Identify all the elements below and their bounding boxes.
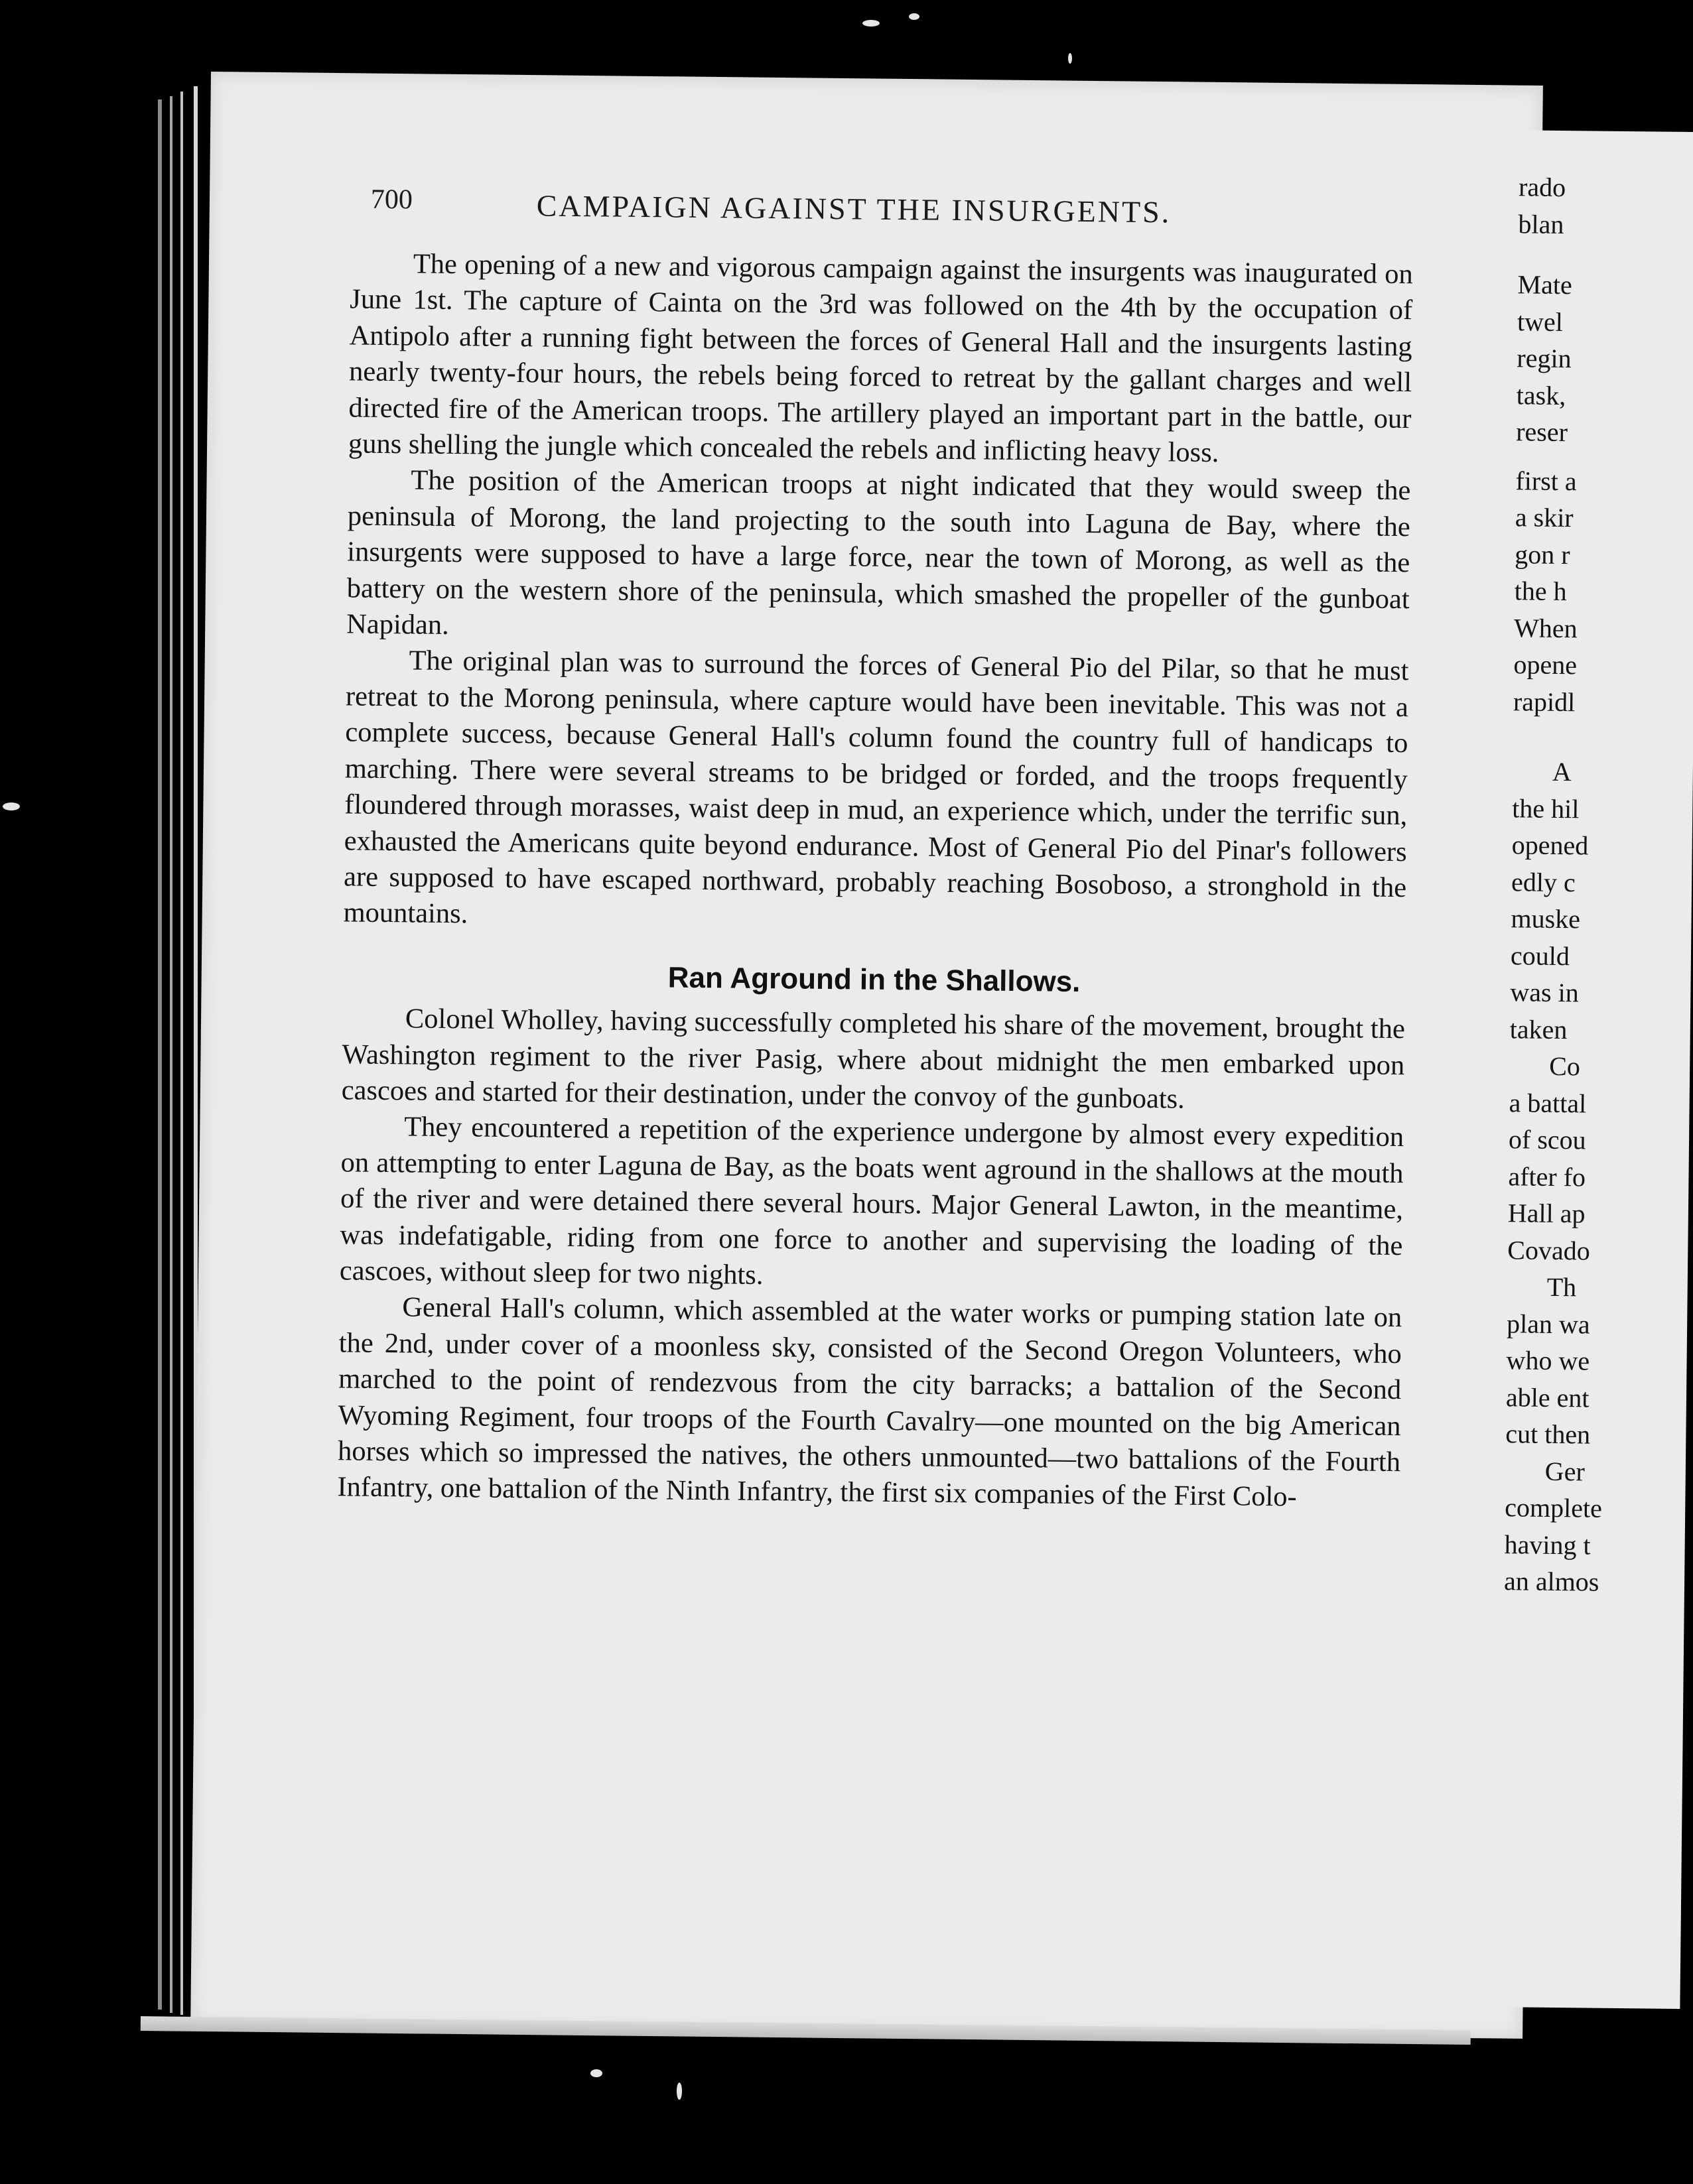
right-page-line: Ger	[1544, 1456, 1586, 1486]
page-content	[176, 0, 1526, 2184]
right-page-line: Th	[1546, 1271, 1577, 1303]
paragraph: The opening of a new and vigorous campaign against the insurgents was inaugurated on June 1st. The capture of Cainta on the 3rd was followed on the 4th by the occupation of Antipolo after a running fight between the forces of General Hall and the insurgents lasting nearly twenty-four hours, the rebels being forced to retreat by the gallant charges and well directed fire of the American troops. The artillery played an important part in the battle, our guns shelling the jungle which concealed the rebels and inflicting heavy loss.	[348, 248, 1414, 469]
right-page-line: an almos	[1503, 1566, 1599, 1597]
right-page-line: twel	[1517, 306, 1564, 337]
right-page-line: cut then	[1505, 1419, 1591, 1450]
right-page-line: who we	[1506, 1345, 1590, 1376]
right-page-line: after fo	[1508, 1161, 1586, 1192]
right-page-line: rapidl	[1513, 686, 1576, 717]
paragraph: They encountered a repetition of the experience undergone by almost every expedition on attempting to enter Laguna de Bay, as the boats went aground in the shallows at the mouth of the river and were detained there several hours. Major General Lawton, in the meantime, was indefatigable, riding from one force to another and supervising the loading of the cascoes, without sleep for two nights.	[339, 1111, 1404, 1291]
right-page-line: reser	[1516, 417, 1568, 448]
right-page-line: first a	[1515, 465, 1577, 496]
right-page-line: Mate	[1517, 269, 1572, 300]
paragraph: The position of the American troops at night indicated that they would sweep the peninsula of Morong, the land projecting to the south into Laguna de Bay, where the insurgents were supposed to have a large force, near the town of Morong, as well as the battery on the western shore of the peninsula, which smashed the propeller of the gunboat Napidan.	[346, 464, 1411, 641]
right-page-line: opened	[1511, 830, 1589, 861]
paragraph: The original plan was to surround the forces of General Pio del Pilar, so that he must retreat to the Morong peninsula, where capture would have been inevitable. This was not a complete success, because General Hall's column found the country full of handicaps to marching. There were several streams to be bridged or forded, and the troops frequently floundered through morasses, waist deep in mud, an experience which, under the terrific sun, exhausted the Americans quite beyond endurance. Most of General Pio del Pinar's followers are supposed to have escaped northward, probably reaching Bosoboso, a stronghold in the mountains.	[343, 645, 1409, 930]
right-page-line: A	[1552, 756, 1572, 787]
body-text	[337, 245, 1413, 1516]
right-page-line: plan wa	[1506, 1308, 1590, 1340]
right-page-line: the h	[1514, 576, 1567, 607]
right-page-line: edly c	[1511, 866, 1576, 897]
right-page-line: regin	[1517, 343, 1572, 374]
right-page-line: muske	[1511, 903, 1581, 934]
right-page-line: of scou	[1508, 1124, 1586, 1155]
right-page-line: complete	[1505, 1492, 1603, 1523]
section-heading: Ran Aground in the Shallows.	[667, 961, 1081, 998]
running-title: CAMPAIGN AGAINST THE INSURGENTS.	[536, 188, 1172, 229]
right-page-line: a skir	[1515, 502, 1574, 533]
running-head	[370, 184, 1296, 233]
right-page-line: When	[1513, 612, 1578, 643]
scan-speck	[3, 803, 20, 810]
right-page-line: rado	[1518, 172, 1566, 203]
right-page-line: Co	[1548, 1051, 1581, 1082]
right-page-line: Hall ap	[1507, 1198, 1586, 1229]
paragraph: Colonel Wholley, having successfully completed his share of the movement, brought the Washington regiment to the river Pasig, where about midnight the men embarked upon cascoes and started for their destination, under the convoy of the gunboats.	[341, 1003, 1406, 1115]
page-number: 700	[370, 184, 413, 216]
right-page-line: was in	[1510, 977, 1579, 1008]
right-page-line: opene	[1513, 649, 1578, 680]
right-page-line: the hil	[1512, 793, 1580, 824]
right-page-line: task,	[1516, 379, 1566, 411]
right-page-line: could	[1510, 940, 1570, 971]
page-stack-edge	[158, 99, 162, 2010]
right-page-line: blan	[1518, 208, 1564, 239]
paragraph: General Hall's column, which assembled at the water works or pumping station late on the 2nd, under cover of a moonless sky, consisted of the Second Oregon Volunteers, who marched to the point of rendezvous from the city barracks; a battalion of the Second Wyoming Regiment, four troops of the Fourth Cavalry—one mounted on the big American horses which so impressed the natives, the others unmounted—two battalions of the Fourth Infantry, one battalion of the Ninth Infantry, the first six companies of the First Colo-	[337, 1291, 1402, 1513]
page-stack-edge	[170, 96, 172, 2013]
right-page-line: Covado	[1507, 1234, 1590, 1266]
right-page-line: a battal	[1509, 1087, 1587, 1118]
right-page-line: gon r	[1515, 539, 1570, 570]
right-page-line: able ent	[1505, 1381, 1590, 1413]
right-page-line: having t	[1504, 1529, 1591, 1561]
right-page-line: taken	[1509, 1013, 1568, 1045]
